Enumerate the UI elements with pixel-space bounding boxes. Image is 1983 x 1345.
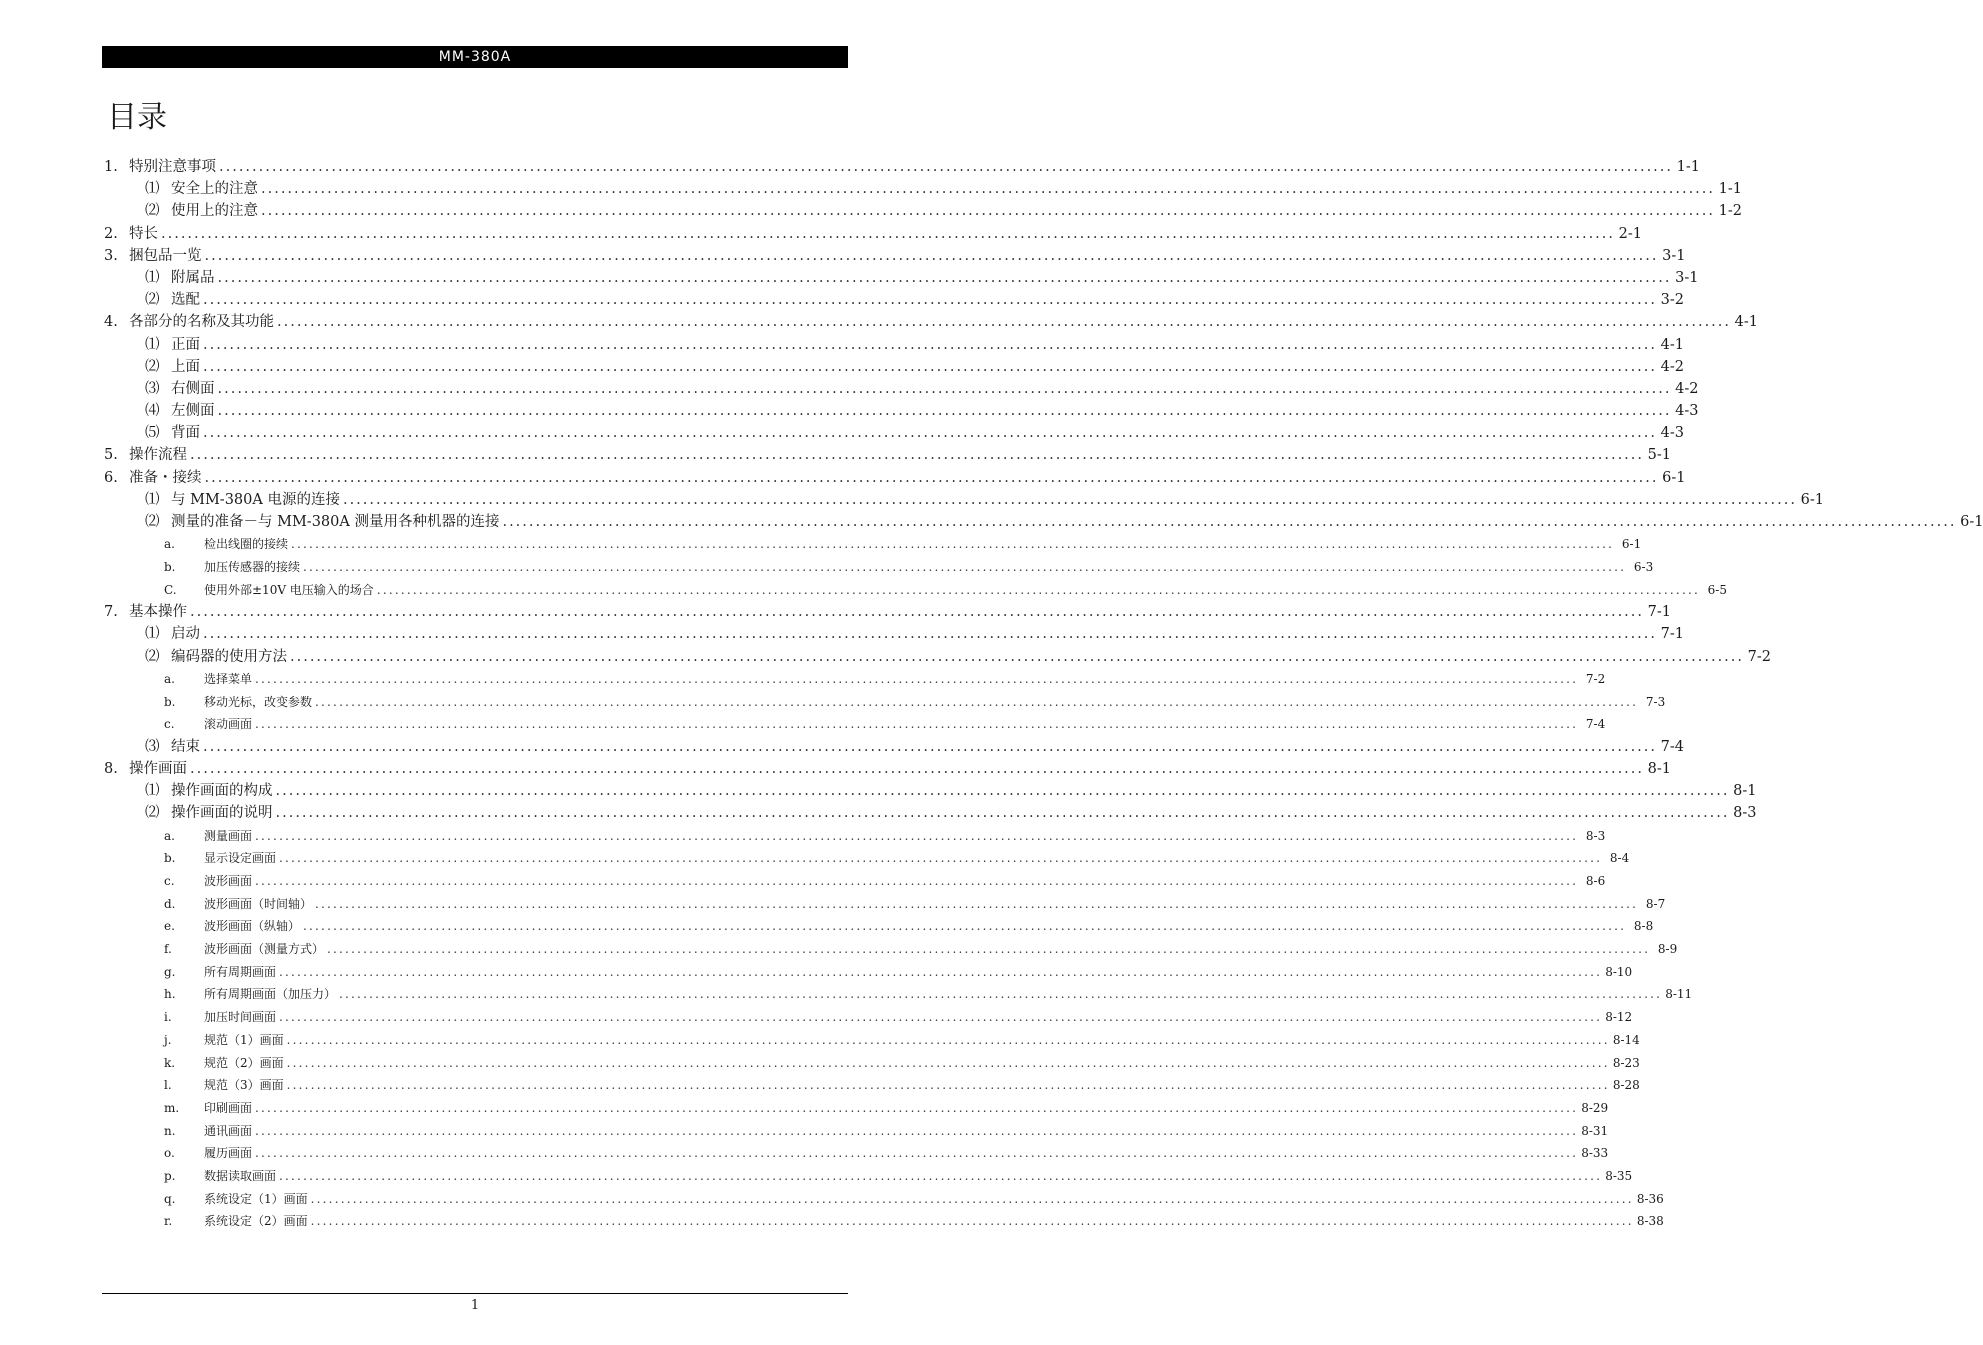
toc-entry-number: b. [164,559,176,574]
toc-entry-title: 显示设定画面 [204,851,277,866]
toc-entry-number: b. [164,694,176,709]
toc-entry[interactable] [102,668,1606,691]
toc-entry-number: r. [164,1214,173,1229]
toc-dot-leader: ............................................................................................................................................................................................................................ [190,761,1645,778]
toc-entry[interactable] [102,200,1743,222]
toc-entry-page: 7-3 [1645,694,1666,709]
toc-dot-leader: ............................................................................................................................................................................................................................ [277,314,1732,331]
toc-entry-number: d. [164,896,176,911]
toc-entry[interactable] [102,802,1757,824]
toc-entry-page: 3-2 [1660,292,1685,309]
toc-dot-leader: ............................................................................................................................................................................................................................ [315,694,1639,709]
toc-entry[interactable] [102,825,1606,848]
toc-entry[interactable] [102,1029,1640,1052]
toc-entry-title: 各部分的名称及其功能 [129,314,274,331]
toc-entry[interactable] [102,311,1759,333]
toc-dot-leader: ............................................................................................................................................................................................................................ [502,514,1957,530]
toc-entry-number: c. [164,874,175,888]
toc-entry-number: a. [164,671,175,686]
toc-entry[interactable] [102,223,1643,245]
toc-entry[interactable] [102,736,1685,758]
toc-dot-leader: ............................................................................................................................................................................................................................ [339,987,1663,1002]
toc-entry-title: 波形画面（测量方式） [204,942,325,957]
toc-entry-title: 捆包品一览 [129,247,202,264]
toc-entry-number: f. [164,942,172,957]
toc-entry-page: 8-1 [1647,761,1672,778]
toc-entry-title: 背面 [171,425,200,442]
toc-entry-page: 7-4 [1660,738,1685,755]
toc-dot-leader: ............................................................................................................................................................................................................................ [327,942,1651,957]
toc-entry-number: 4. [104,314,118,331]
toc-entry-title: 特别注意事项 [129,159,216,175]
toc-entry-number: m. [164,1100,180,1115]
toc-entry-title: 所有周期画面 [204,964,277,979]
toc-entry-number: ⑸ [145,425,160,442]
toc-entry-number: n. [164,1123,176,1138]
toc-entry-title: 系统设定（2）画面 [204,1214,308,1229]
toc-entry-number: ⑴ [145,269,160,286]
toc-dot-leader: ............................................................................................................................................................................................................................ [255,874,1579,888]
toc-entry-title: 上面 [171,358,200,375]
toc-entry-page: 8-8 [1633,919,1654,934]
toc-entry-title: 移动光标，改变参数 [204,694,313,709]
toc-entry-page: 8-36 [1636,1191,1664,1206]
toc-entry-number: k. [164,1055,176,1070]
toc-dot-leader: ............................................................................................................................................................................................................................ [203,626,1658,643]
toc-entry-title: 滚动画面 [204,717,253,732]
toc-entry-page: 7-4 [1585,717,1606,732]
toc-dot-leader: ............................................................................................................................................................................................................................ [255,1146,1579,1161]
toc-dot-leader: ............................................................................................................................................................................................................................ [376,582,1700,597]
toc-entry-number: ⑴ [145,626,160,643]
toc-entry-number: 8. [104,761,118,778]
toc-dot-leader: ............................................................................................................................................................................................................................ [286,1055,1610,1070]
toc-entry-number: o. [164,1146,175,1161]
running-header [102,46,848,68]
toc-entry-title: 启动 [171,626,200,643]
toc-entry[interactable] [102,1097,1609,1120]
toc-entry-title: 加压传感器的接续 [204,559,301,574]
toc-entry-title: 准备・接续 [129,469,202,486]
toc-entry-page: 7-2 [1585,671,1606,686]
toc-entry-page: 4-3 [1660,425,1685,442]
toc-entry-page: 8-7 [1645,896,1666,911]
toc-entry-page: 6-1 [1621,537,1642,552]
toc-entry-title: 选择菜单 [204,671,253,686]
toc-entry[interactable] [102,400,1699,422]
toc-entry-page: 5-1 [1647,447,1672,464]
toc-entry-title: 通讯画面 [204,1123,253,1138]
toc-entry[interactable] [102,623,1685,645]
toc-entry-page: 6-1 [1960,514,1983,530]
toc-entry[interactable] [102,646,1772,668]
toc-entry-number: p. [164,1168,176,1183]
toc-entry[interactable] [102,378,1699,400]
toc-entry-page: 8-28 [1612,1078,1640,1093]
toc-entry[interactable] [102,334,1685,356]
toc-entry-page: 6-3 [1633,559,1654,574]
toc-entry-title: 基本操作 [129,604,187,621]
toc-entry-title: 加压时间画面 [204,1010,277,1025]
toc-dot-leader: ............................................................................................................................................................................................................................ [217,403,1672,420]
toc-entry[interactable] [102,1052,1640,1075]
toc-entry-page: 8-10 [1605,964,1633,979]
toc-dot-leader: ............................................................................................................................................................................................................................ [203,336,1658,353]
toc-dot-leader: ............................................................................................................................................................................................................................ [342,491,1797,508]
toc-entry[interactable] [102,1165,1633,1188]
toc-entry-number: ⑴ [145,491,160,508]
toc-entry-page: 8-1 [1733,783,1757,800]
toc-entry-page: 8-3 [1585,828,1606,843]
toc-entry-page: 8-9 [1657,942,1678,957]
toc-entry-page: 8-4 [1609,851,1630,866]
toc-entry-title: 编码器的使用方法 [171,648,287,665]
toc-dot-leader: ............................................................................................................................................................................................................................ [203,358,1658,375]
toc-entry-page: 8-33 [1581,1146,1609,1161]
toc-dot-leader: ............................................................................................................................................................................................................................ [204,469,1659,486]
toc-entry[interactable] [102,422,1685,444]
toc-entry-number: b. [164,851,176,866]
toc-entry-title: 操作画面的构成 [171,783,273,800]
page-number: 1 [470,1298,480,1313]
toc-entry-page: 3-1 [1675,269,1699,286]
toc-dot-leader: ............................................................................................................................................................................................................................ [190,604,1645,621]
toc-entry-title: 履历画面 [204,1146,253,1161]
toc-entry-page: 8-14 [1612,1032,1640,1047]
toc-dot-leader: ............................................................................................................................................................................................................................ [219,159,1674,175]
toc-entry-page: 4-2 [1660,358,1685,375]
toc-entry[interactable] [102,893,1666,916]
toc-entry[interactable] [102,1210,1664,1233]
toc-entry-title: 正面 [171,336,200,353]
toc-entry-number: q. [164,1191,176,1206]
toc-entry-page: 6-1 [1662,469,1686,486]
toc-entry[interactable] [102,245,1686,267]
toc-entry-page: 3-1 [1662,247,1686,264]
toc-entry-page: 7-1 [1660,626,1685,643]
toc-entry[interactable] [102,961,1633,984]
toc-entry-title: 安全上的注意 [171,181,258,198]
toc-dot-leader: ............................................................................................................................................................................................................................ [255,717,1579,732]
toc-entry-number: j. [164,1032,172,1047]
toc-entry[interactable] [102,915,1654,938]
toc-entry-title: 操作画面 [129,761,187,778]
toc-entry-page: 6-1 [1800,491,1824,508]
toc-entry-title: 测量画面 [204,828,253,843]
toc-dot-leader: ............................................................................................................................................................................................................................ [190,447,1645,464]
toc-entry-title: 所有周期画面（加压力） [204,987,337,1002]
toc-entry-page: 2-1 [1618,225,1643,242]
toc-entry-title: 波形画面（纵轴） [204,919,301,934]
toc-dot-leader: ............................................................................................................................................................................................................................ [203,425,1658,442]
toc-entry-number: ⑶ [145,738,160,755]
toc-entry-page: 1-2 [1718,203,1743,220]
toc-dot-leader: ............................................................................................................................................................................................................................ [203,292,1658,309]
toc-entry[interactable] [102,267,1699,289]
toc-dot-leader: ............................................................................................................................................................................................................................ [275,783,1730,800]
toc-entry-title: 规范（3）画面 [204,1078,284,1093]
toc-entry[interactable] [102,1074,1640,1097]
toc-entry[interactable] [102,983,1693,1006]
toc-entry-title: 检出线圈的接续 [204,537,289,552]
toc-entry-title: 附属品 [171,269,215,286]
toc-dot-leader: ............................................................................................................................................................................................................................ [261,203,1716,220]
toc-entry-number: i. [164,1010,172,1025]
toc-entry-page: 7-1 [1647,604,1672,621]
toc-entry[interactable] [102,489,1824,511]
toc-entry-page: 8-29 [1581,1100,1609,1115]
toc-entry[interactable] [102,511,1983,533]
toc-entry[interactable] [102,178,1743,200]
toc-entry-title: 波形画面（时间轴） [204,896,313,911]
toc-entry-page: 7-2 [1747,648,1772,665]
toc-dot-leader: ............................................................................................................................................................................................................................ [275,805,1730,822]
table-of-contents [102,156,1983,1233]
toc-entry[interactable] [102,579,1727,602]
toc-entry-number: 6. [104,469,118,486]
toc-dot-leader: ............................................................................................................................................................................................................................ [303,919,1627,934]
toc-entry[interactable] [102,444,1672,466]
toc-entry-page: 8-12 [1605,1010,1633,1025]
toc-dot-leader: ............................................................................................................................................................................................................................ [203,738,1658,755]
toc-entry-number: 5. [104,447,118,464]
toc-entry-page: 4-2 [1675,380,1699,397]
toc-entry-title: 左侧面 [171,403,215,420]
toc-entry-page: 1-1 [1676,159,1701,175]
toc-entry[interactable] [102,556,1654,579]
toc-entry-number: c. [164,717,175,732]
toc-entry-title: 规范（2）画面 [204,1055,284,1070]
toc-entry-number: ⑵ [145,648,160,665]
toc-dot-leader: ............................................................................................................................................................................................................................ [315,896,1639,911]
toc-entry[interactable] [102,870,1606,893]
toc-entry-title: 操作画面的说明 [171,805,273,822]
toc-entry-title: 右侧面 [171,380,215,397]
toc-entry-number: C. [164,582,177,597]
toc-entry[interactable] [102,1142,1609,1165]
toc-entry-number: ⑵ [145,292,160,309]
toc-dot-leader: ............................................................................................................................................................................................................................ [204,247,1659,264]
toc-dot-leader: ............................................................................................................................................................................................................................ [310,1214,1634,1229]
toc-entry-number: e. [164,919,175,934]
toc-entry-number: 3. [104,247,118,264]
toc-entry-page: 8-35 [1605,1168,1633,1183]
toc-entry-page: 8-23 [1612,1055,1640,1070]
toc-entry[interactable] [102,713,1606,736]
toc-entry-title: 测量的准备－与 MM-380A 测量用各种机器的连接 [171,514,500,530]
toc-entry-number: 2. [104,225,118,242]
toc-dot-leader: ............................................................................................................................................................................................................................ [261,181,1716,198]
toc-entry-number: a. [164,828,175,843]
toc-entry[interactable] [102,1188,1664,1211]
toc-entry-number: g. [164,964,176,979]
toc-entry[interactable] [102,938,1678,961]
toc-dot-leader: ............................................................................................................................................................................................................................ [255,671,1579,686]
toc-entry-number: ⑴ [145,336,160,353]
toc-entry[interactable] [102,156,1701,178]
toc-entry-page: 8-38 [1636,1214,1664,1229]
toc-entry-title: 与 MM-380A 电源的连接 [171,491,340,508]
toc-dot-leader: ............................................................................................................................................................................................................................ [217,269,1672,286]
toc-entry-page: 8-31 [1581,1123,1609,1138]
toc-entry-page: 4-1 [1660,336,1685,353]
toc-entry-page: 4-1 [1734,314,1759,331]
toc-entry-number: a. [164,537,175,552]
toc-entry-number: ⑷ [145,403,160,420]
toc-dot-leader: ............................................................................................................................................................................................................................ [255,1123,1579,1138]
toc-entry-title: 选配 [171,292,200,309]
toc-entry[interactable] [102,289,1685,311]
toc-entry-page: 4-3 [1675,403,1699,420]
toc-entry-title: 印刷画面 [204,1100,253,1115]
toc-entry-title: 规范（1）画面 [204,1032,284,1047]
toc-entry[interactable] [102,467,1686,489]
toc-entry[interactable] [102,1006,1633,1029]
toc-entry-title: 特长 [129,225,158,242]
toc-entry-number: 7. [104,604,118,621]
toc-dot-leader: ............................................................................................................................................................................................................................ [310,1191,1634,1206]
toc-entry-page: 8-11 [1665,987,1693,1002]
toc-dot-leader: ............................................................................................................................................................................................................................ [279,1010,1603,1025]
toc-entry-number: ⑴ [145,783,160,800]
toc-dot-leader: ............................................................................................................................................................................................................................ [279,851,1603,866]
toc-entry-title: 操作流程 [129,447,187,464]
toc-entry-number: ⑴ [145,181,160,198]
toc-dot-leader: ............................................................................................................................................................................................................................ [286,1032,1610,1047]
toc-entry-title: 数据读取画面 [204,1168,277,1183]
toc-entry-number: ⑶ [145,380,160,397]
toc-dot-leader: ............................................................................................................................................................................................................................ [303,559,1627,574]
toc-entry[interactable] [102,847,1630,870]
toc-entry[interactable] [102,533,1642,556]
toc-dot-leader: ............................................................................................................................................................................................................................ [279,1168,1603,1183]
toc-entry[interactable] [102,691,1666,714]
toc-entry-title: 波形画面 [204,874,253,888]
toc-entry[interactable] [102,780,1757,802]
toc-dot-leader: ............................................................................................................................................................................................................................ [161,225,1616,242]
toc-entry-number: ⑵ [145,514,160,530]
toc-dot-leader: ............................................................................................................................................................................................................................ [255,828,1579,843]
footer-rule [102,1293,848,1294]
toc-entry-page: 6-5 [1707,582,1727,597]
header-model: MM-380A [438,49,512,65]
toc-entry-number: ⑵ [145,358,160,375]
toc-entry[interactable] [102,356,1685,378]
toc-dot-leader: ............................................................................................................................................................................................................................ [286,1078,1610,1093]
toc-dot-leader: ............................................................................................................................................................................................................................ [291,537,1615,552]
toc-entry[interactable] [102,758,1672,780]
toc-dot-leader: ............................................................................................................................................................................................................................ [290,648,1745,665]
page-title: 目录 [107,100,167,135]
toc-entry-title: 使用上的注意 [171,203,258,220]
toc-dot-leader: ............................................................................................................................................................................................................................ [217,380,1672,397]
toc-entry-page: 8-6 [1585,874,1606,888]
toc-entry-page: 8-3 [1733,805,1757,822]
toc-entry-number: ⑵ [145,805,160,822]
toc-entry-number: h. [164,987,176,1002]
toc-entry-title: 系统设定（1）画面 [204,1191,308,1206]
toc-dot-leader: ............................................................................................................................................................................................................................ [255,1100,1579,1115]
toc-entry[interactable] [102,601,1672,623]
toc-entry-number: 1. [104,159,118,175]
toc-entry-page: 1-1 [1718,181,1743,198]
toc-entry-title: 结束 [171,738,200,755]
toc-entry-number: l. [164,1078,172,1093]
toc-entry-title: 使用外部±10V 电压输入的场合 [204,582,374,597]
toc-entry[interactable] [102,1120,1609,1143]
toc-dot-leader: ............................................................................................................................................................................................................................ [279,964,1603,979]
toc-entry-number: ⑵ [145,203,160,220]
